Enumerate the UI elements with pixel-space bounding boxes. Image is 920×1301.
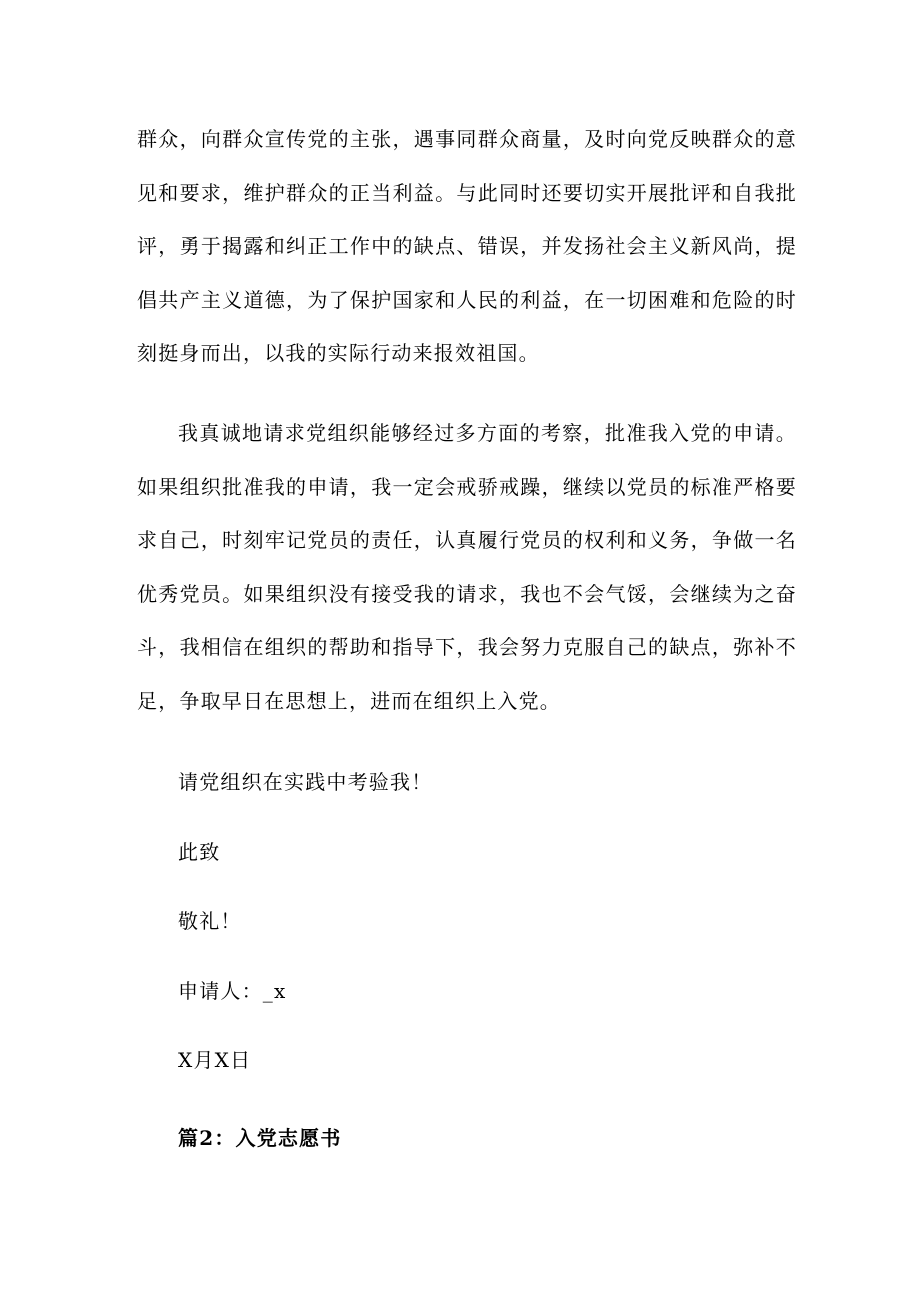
paragraph-continuation: 群众，向群众宣传党的主张，遇事同群众商量，及时向党反映群众的意见和要求，维护群众的正当利益。与此同时还要切实开展批评和自我批评，勇于揭露和纠正工作中的缺点、错误，并发扬社会主义新风尚，提倡共产主义道德，为了保护国家和人民的利益，在一切困难和危险的时刻挺身而出，以我的实际行动来报效祖国。	[137, 127, 797, 365]
paragraph-application-request: 我真诚地请求党组织能够经过多方面的考察，批准我入党的申请。如果组织批准我的申请，我一定会戒骄戒躁，继续以党员的标准严格要求自己，时刻牢记党员的责任，认真履行党员的权利和义务，争做一名优秀党员。如果组织没有接受我的请求，我也不会气馁，会继续为之奋斗，我相信在组织的帮助和指导下，我会努力克服自己的缺点，弥补不足，争取早日在思想上，进而在组织上入党。	[137, 421, 797, 713]
application-date: X月X日	[178, 1048, 252, 1072]
section-heading: 篇2：入党志愿书	[178, 1126, 342, 1150]
closing-request: 请党组织在实践中考验我！	[178, 770, 433, 794]
closing-regards: 敬礼！	[178, 909, 242, 933]
closing-salutation: 此致	[178, 840, 221, 864]
applicant-signature: 申请人：_x	[178, 979, 287, 1003]
